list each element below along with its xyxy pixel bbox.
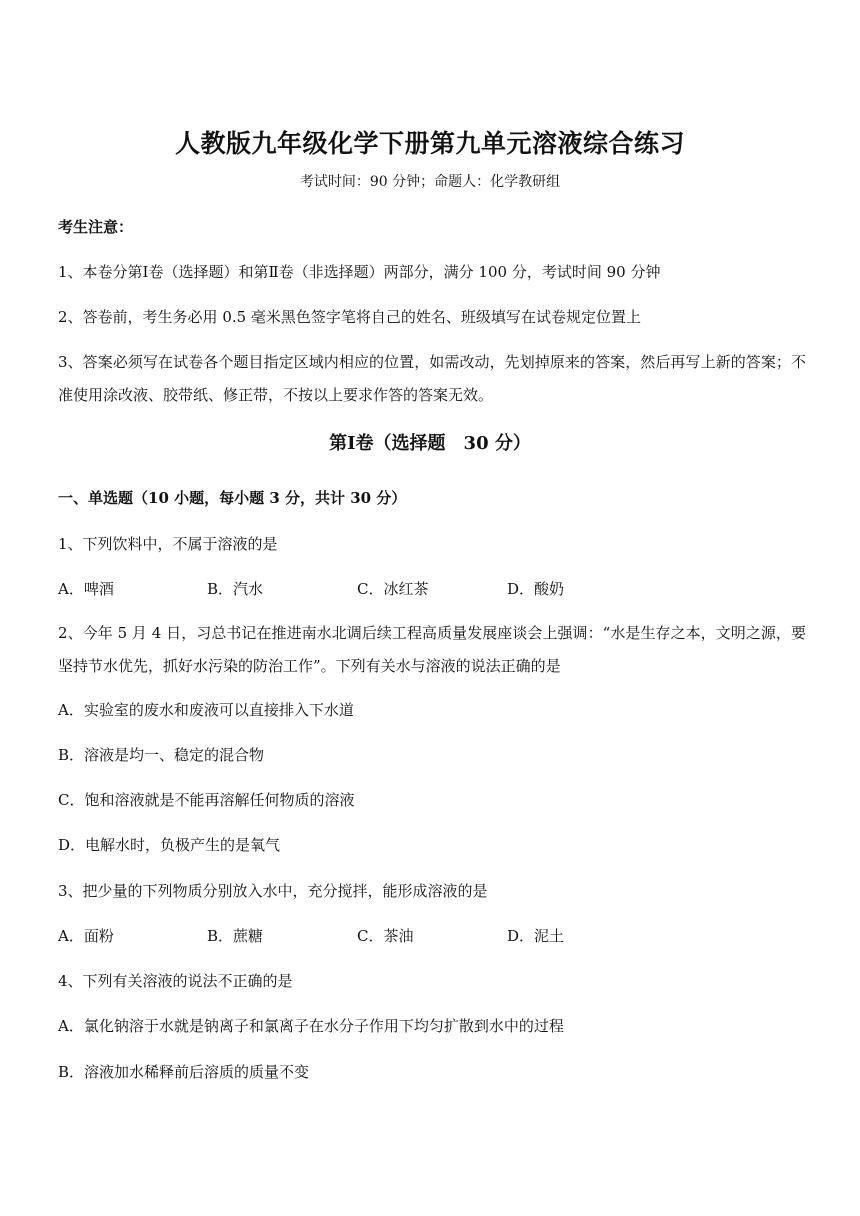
question-2-option-a: A．实验室的废水和废液可以直接排入下水道 — [58, 701, 354, 719]
notice-item-3: 3、答案必须写在试卷各个题目指定区域内相应的位置，如需改动，先划掉原来的答案，然后再写上新的答案；不准使用涂改液、胶带纸、修正带，不按以上要求作答的答案无效。 — [58, 353, 806, 404]
question-3-option-c: C．茶油 — [357, 927, 414, 945]
question-1-option-b: B．汽水 — [207, 580, 264, 598]
question-1-stem: 1、下列饮料中，不属于溶液的是 — [58, 535, 278, 553]
question-3-option-a: A．面粉 — [58, 927, 114, 945]
question-3-option-d: D．泥土 — [507, 927, 565, 945]
question-2-option-b: B．溶液是均一、稳定的混合物 — [58, 746, 265, 764]
question-1-option-c: C．冰红茶 — [357, 580, 429, 598]
question-2-option-d: D．电解水时，负极产生的是氧气 — [58, 836, 281, 854]
notice-heading: 考生注意： — [58, 218, 134, 236]
question-1-option-a: A．啤酒 — [58, 580, 114, 598]
question-2-stem: 2、今年 5 月 4 日，习总书记在推进南水北调后续工程高质量发展座谈会上强调：“水是生存之本，文明之源，要坚持节水优先，抓好水污染的防治工作”。下列有关水与溶液的说法正确的是 — [58, 624, 806, 675]
question-2-option-c: C．饱和溶液就是不能再溶解任何物质的溶液 — [58, 791, 355, 809]
question-4-option-b: B．溶液加水稀释前后溶质的质量不变 — [58, 1063, 310, 1081]
part-heading: 一、单选题（10 小题，每小题 3 分，共计 30 分） — [58, 489, 407, 507]
section-title: 第Ⅰ卷（选择题 30 分） — [329, 433, 531, 454]
question-3-stem: 3、把少量的下列物质分别放入水中，充分搅拌，能形成溶液的是 — [58, 882, 488, 900]
notice-item-1: 1、本卷分第Ⅰ卷（选择题）和第Ⅱ卷（非选择题）两部分，满分 100 分，考试时间 90 分钟 — [58, 263, 661, 281]
question-4-option-a: A．氯化钠溶于水就是钠离子和氯离子在水分子作用下均匀扩散到水中的过程 — [58, 1017, 564, 1035]
exam-title: 人教版九年级化学下册第九单元溶液综合练习 — [174, 129, 685, 158]
notice-item-2: 2、答卷前，考生务必用 0.5 毫米黑色签字笔将自己的姓名、班级填写在试卷规定位置上 — [58, 308, 641, 326]
question-3-option-b: B．蔗糖 — [207, 927, 264, 945]
question-4-stem: 4、下列有关溶液的说法不正确的是 — [58, 972, 293, 990]
question-1-option-d: D．酸奶 — [507, 580, 565, 598]
exam-subtitle: 考试时间：90 分钟；命题人：化学教研组 — [299, 174, 561, 190]
